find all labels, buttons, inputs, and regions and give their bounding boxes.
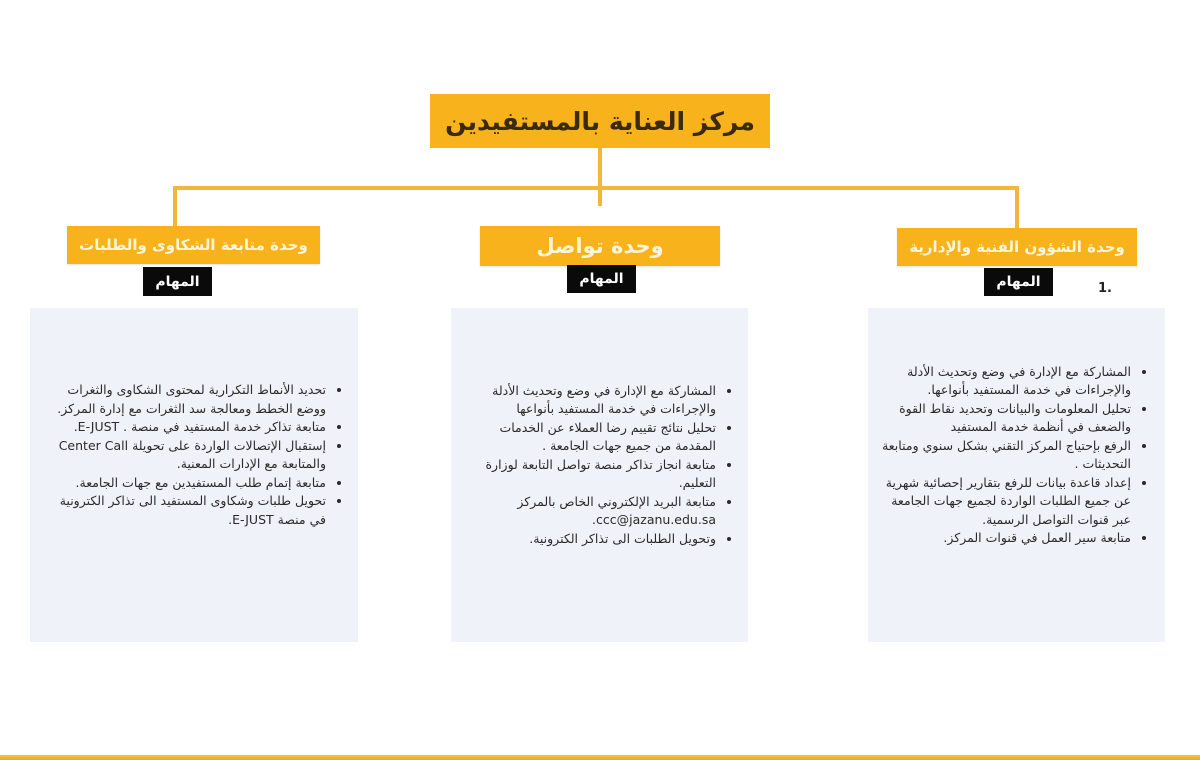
center-title: مركز العناية بالمستفيدين <box>445 106 755 136</box>
task-item: • متابعة تذاكر خدمة المستفيد في منصة . E-JUST. <box>40 418 326 437</box>
tasks-tag-tawasul <box>567 265 636 293</box>
task-item: • متابعة إتمام طلب المستفيدين مع جهات الجامعة. <box>40 474 326 493</box>
tasks-list-technical-admin <box>880 363 1153 548</box>
unit-technical-admin <box>897 228 1137 266</box>
unit-tawasul <box>480 226 720 266</box>
task-item: • تحديد الأنماط التكرارية لمحتوى الشكاوى والثغرات ووضع الخطط ومعالجة سد الثغرات مع إدارة المركز. <box>40 381 326 418</box>
unit-complaints-requests-title: وحدة متابعة الشكاوى والطلبات <box>79 236 308 254</box>
tasks-tag-complaints-requests <box>143 267 212 296</box>
task-item: • تحليل نتائج تقييم رضا العملاء عن الخدمات المقدمة من جميع جهات الجامعة . <box>461 419 716 456</box>
task-item: • المشاركة مع الإدارة في وضع وتحديث الأدلة والإجراءات في خدمة المستفيد بأنواعها <box>461 382 716 419</box>
task-item: • وتحويل الطلبات الى تذاكر الكترونية. <box>461 530 716 549</box>
connector-left-vertical <box>173 186 177 228</box>
unit-tawasul-title: وحدة تواصل <box>536 234 664 258</box>
tasks-panel-tawasul <box>451 308 748 642</box>
connector-horizontal <box>173 186 1019 190</box>
task-item: • متابعة البريد الإلكتروني الخاص بالمركز ccc@jazanu.edu.sa. <box>461 493 716 530</box>
tasks-list-tawasul <box>461 382 738 549</box>
task-item: • تحويل طلبات وشكاوى المستفيد الى تذاكر الكترونية في منصة E-JUST. <box>40 492 326 529</box>
tasks-tag-label: المهام <box>155 273 200 290</box>
tasks-panel-complaints-requests <box>30 308 358 642</box>
task-item: • إستقبال الإتصالات الواردة على تحويلة Center Call والمتابعة مع الإدارات المعنية. <box>40 437 326 474</box>
task-item: • إعداد قاعدة بيانات للرفع بتقارير إحصائية شهرية عن جميع الطلبات الواردة لجميع جهات الجامعة عبر قنوات التواصل الرسمية. <box>880 474 1131 530</box>
task-item: • متابعة سير العمل في قنوات المركز. <box>880 529 1131 548</box>
center-title-box <box>430 94 770 148</box>
task-item: • المشاركة مع الإدارة في وضع وتحديث الأدلة والإجراءات في خدمة المستفيد بأنواعها. <box>880 363 1131 400</box>
tasks-list-complaints-requests <box>40 381 348 529</box>
unit-complaints-requests <box>67 226 320 264</box>
tasks-tag-technical-admin <box>984 268 1053 296</box>
connector-right-vertical <box>1015 186 1019 230</box>
number-marker: 1. <box>1098 281 1112 296</box>
tasks-tag-label: المهام <box>579 271 624 287</box>
task-item: • تحليل المعلومات والبيانات وتحديد نقاط القوة والضعف في أنظمة خدمة المستفيد <box>880 400 1131 437</box>
tasks-tag-label: المهام <box>996 274 1041 290</box>
bottom-accent-bar <box>0 755 1200 760</box>
unit-technical-admin-title: وحدة الشؤون الفنية والإدارية <box>909 238 1125 256</box>
tasks-panel-technical-admin <box>868 308 1165 642</box>
task-item: • الرفع بإحتياج المركز التقني بشكل سنوي ومتابعة التحديثات . <box>880 437 1131 474</box>
connector-main-vertical <box>598 148 602 206</box>
task-item: • متابعة انجاز تذاكر منصة تواصل التابعة لوزارة التعليم. <box>461 456 716 493</box>
